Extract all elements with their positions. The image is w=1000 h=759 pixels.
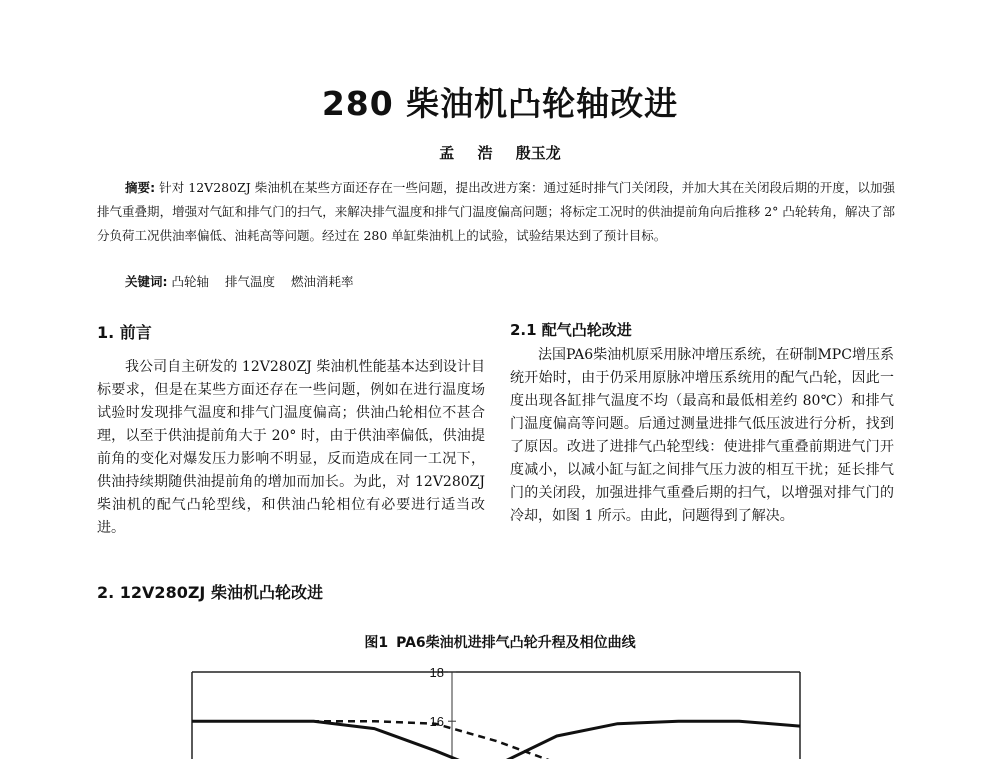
section-2-heading: 2. 12V280ZJ 柴油机凸轮改进 (97, 583, 323, 602)
abstract-text: 针对 12V280ZJ 柴油机在某些方面还存在一些问题，提出改进方案：通过延时排气门关闭段，并加大其在关闭段后期的开度，以加强排气重叠期，增强对气缸和排气门的扫气，来解决排气温度和排气门温度偏高问题；将标定工况时的供油提前角向后推移 2° 凸轮转角，解决了部分负荷工况供油率偏低、油耗高等问题。经过在 280 单缸柴油机上的试验，试验结果达到了预计目标。 (97, 180, 895, 243)
keyword-item: 燃油消耗率 (290, 274, 354, 289)
figure-caption (0, 632, 1000, 652)
section-2-1-heading: 2.1 配气凸轮改进 (510, 321, 632, 339)
paper-title: 280 柴油机凸轮轴改进 (321, 84, 679, 123)
abstract (97, 176, 895, 248)
y-tick-label: 16 (429, 714, 444, 730)
series-line-dashed (192, 721, 800, 759)
keyword-item: 凸轮轴 (171, 274, 209, 289)
figure-caption-text: PA6柴油机进排气凸轮升程及相位曲线 (396, 635, 636, 651)
keywords (125, 272, 366, 292)
y-tick-label: 18 (429, 665, 444, 680)
cam-lift-chart (0, 655, 1000, 759)
section-1-body: 我公司自主研发的 12V280ZJ 柴油机性能基本达到设计目标要求，但是在某些方面还存在一些问题，例如在进行温度场试验时发现排气温度和排气门温度偏高；供油凸轮相位不甚合理，以至于供油提前角大于 20° 时，由于供油率偏低，供油提前角的变化对爆发压力影响不明显，反而造成在同一工况下，供油持续期随供油提前角的增加而加长。为此，对 12V280ZJ 柴油机的配气凸轮型线，和供油凸轮相位有必要进行适当改进。 (97, 359, 485, 536)
figure-number: 图1 (364, 635, 389, 651)
abstract-label: 摘要: (125, 180, 156, 195)
keyword-item: 排气温度 (224, 274, 275, 289)
section-2-1-body: 法国PA6柴油机原采用脉冲增压系统，在研制MPC增压系统开始时，由于仍采用原脉冲增压系统用的配气凸轮，因此一度出现各缸排气温度不均（最高和最低相差约 80℃）和排气门温度偏高等问题。后通过测量进排气低压波进行分析，找到了原因。改进了进排气凸轮型线：使进排气重叠前期进气门开度减小，以减小缸与缸之间排气压力波的相互干扰；延长排气门的关闭段，加强进排气重叠后期的扫气，以增强对排气门的冷却，如图 1 所示。由此，问题得到了解决。 (510, 347, 894, 524)
authors: 孟 浩 殷玉龙 (439, 144, 561, 162)
keywords-label: 关键词: (125, 274, 168, 289)
section-1-heading: 1. 前言 (97, 323, 152, 342)
